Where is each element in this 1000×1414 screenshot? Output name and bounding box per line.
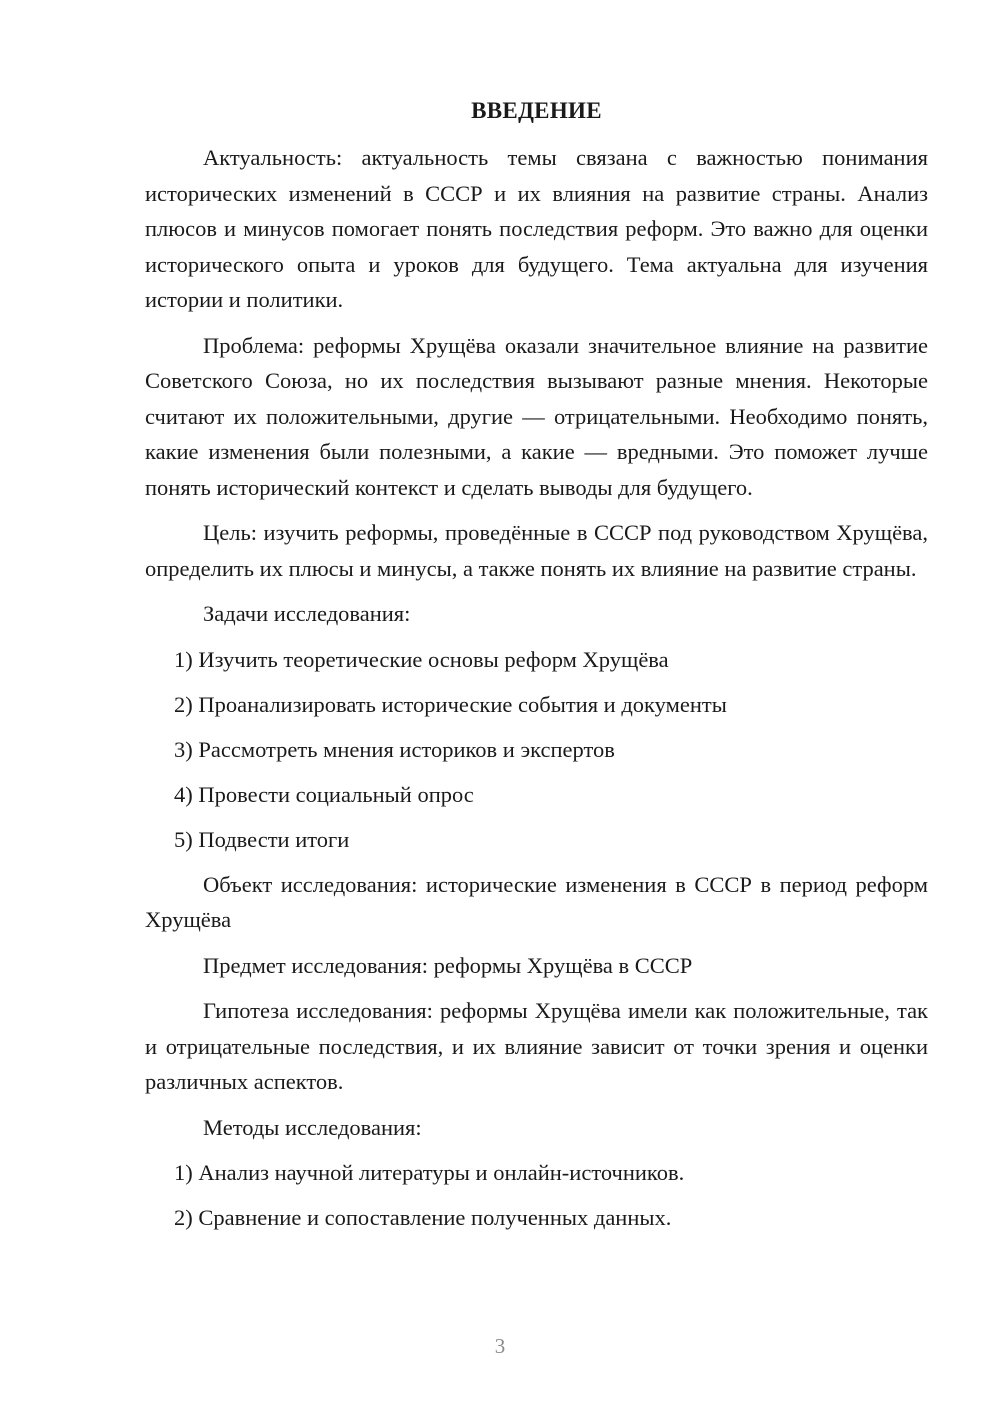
task-item: 5) Подвести итоги bbox=[174, 826, 350, 852]
methods-list bbox=[145, 1155, 928, 1236]
tasks-label: Задачи исследования: bbox=[203, 601, 411, 626]
task-item: 2) Проанализировать исторические события и документы bbox=[174, 691, 727, 717]
tasks-list bbox=[145, 642, 928, 858]
hypothesis-paragraph: Гипотеза исследования: реформы Хрущёва имели как положительные, так и отрицательные последствия, и их влияние зависит от точки зрения и оценки различных аспектов. bbox=[145, 998, 928, 1094]
section-heading: ВВЕДЕНИЕ bbox=[471, 98, 602, 123]
task-item: 4) Провести социальный опрос bbox=[174, 781, 474, 807]
method-item: 1) Анализ научной литературы и онлайн-источников. bbox=[174, 1160, 685, 1185]
subject-paragraph: Предмет исследования: реформы Хрущёва в СССР bbox=[203, 952, 693, 978]
method-item: 2) Сравнение и сопоставление полученных данных. bbox=[174, 1205, 672, 1230]
relevance-paragraph: Актуальность: актуальность темы связана с важностью понимания исторических изменений в СССР и их влияния на развитие страны. Анализ плюсов и минусов помогает понять последствия реформ. Это важно для оценки исторического опыта и уроков для будущего. Тема актуальна для изучения истории и политики. bbox=[145, 145, 928, 312]
page-number: 3 bbox=[494, 1334, 506, 1358]
goal-paragraph: Цель: изучить реформы, проведённые в СССР под руководством Хрущёва, определить их плюсы и минусы, а также понять их влияние на развитие страны. bbox=[145, 520, 928, 581]
task-item: 3) Рассмотреть мнения историков и экспертов bbox=[174, 736, 615, 762]
document-page bbox=[145, 96, 928, 1245]
task-item: 1) Изучить теоретические основы реформ Хрущёва bbox=[174, 646, 669, 672]
object-paragraph: Объект исследования: исторические изменения в СССР в период реформ Хрущёва bbox=[145, 871, 928, 932]
problem-paragraph: Проблема: реформы Хрущёва оказали значительное влияние на развитие Советского Союза, но их последствия вызывают разные мнения. Некоторые считают их положительными, другие — отрицательными. Необходимо понять, какие изменения были полезными, а какие — вредными. Это поможет лучше понять исторический контекст и сделать выводы для будущего. bbox=[145, 332, 928, 500]
methods-label: Методы исследования: bbox=[203, 1114, 422, 1140]
